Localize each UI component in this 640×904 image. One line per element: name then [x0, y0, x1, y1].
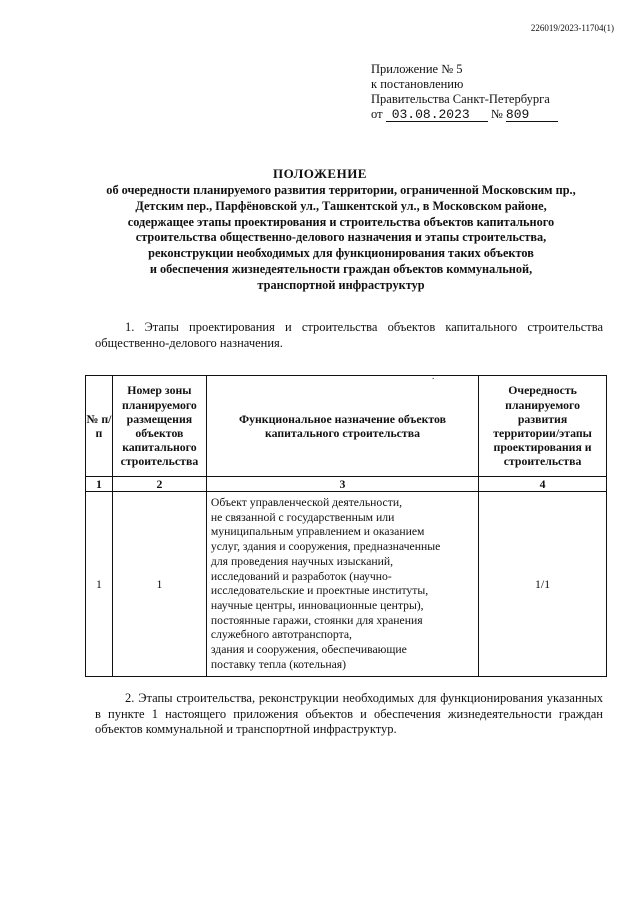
table-header-row [86, 376, 607, 477]
header-cell-zone: Номер зоны планируемого размещения объектов капитального строительства [112, 376, 206, 477]
description-line: Объект управленческой деятельности, [210, 496, 403, 509]
number-prefix: № [490, 107, 503, 121]
appendix-line: Правительства Санкт-Петербурга [371, 92, 550, 106]
description-line: служебного автотранспорта, [210, 628, 352, 642]
column-number: 2 [112, 477, 206, 492]
stages-table [85, 375, 607, 677]
description-line: поставку тепла (котельная) [210, 657, 347, 671]
row-description [206, 492, 478, 677]
header-cell-stage: Очередность планируемого развития территории/этапы проектирования и строительства [479, 376, 607, 477]
description-line: здания и сооружения, обеспечивающие [210, 643, 407, 657]
subtitle-line: транспортной инфраструктур [257, 277, 425, 292]
date-prefix: от [371, 107, 383, 121]
description-line: постоянные гаражи, стоянки для хранения [210, 613, 423, 627]
description-line: исследовательские и проектные институты, [210, 584, 429, 598]
header-cell-number: № п/п [86, 376, 113, 477]
subtitle-line: строительства общественно-делового назначения и этапы строительства, [135, 230, 547, 245]
document-number: 226019/2023-11704(1) [530, 23, 614, 33]
column-number: 4 [479, 477, 607, 492]
description-line: услуг, здания и сооружения, предназначенные [210, 540, 441, 554]
column-number-row [86, 477, 607, 492]
row-zone: 1 [112, 492, 206, 677]
subtitle-line: реконструкции необходимых для функционирования таких объектов [148, 246, 534, 261]
subtitle-line: и обеспечения жизнедеятельности граждан объектов коммунальной, [149, 261, 533, 276]
column-number: 1 [86, 477, 113, 492]
appendix-block [371, 62, 558, 122]
description-line: не связанной с государственным или [210, 510, 395, 524]
header-cell-function: Функциональное назначение объектов капитального строительства [206, 376, 478, 477]
date-line [371, 107, 558, 122]
resolution-number: 809 [506, 108, 558, 122]
document-subtitle [74, 183, 608, 294]
description-line: для проведения научных изысканий, [210, 554, 394, 568]
resolution-date: 03.08.2023 [386, 108, 488, 122]
paragraph-1-text: 1. Этапы проектирования и строительства объектов капитального строительства общественно-делового назначения. [95, 320, 603, 350]
stray-mark: . [432, 371, 435, 381]
subtitle-line: содержащее этапы проектирования и строительства объектов капитального [127, 214, 555, 229]
row-number: 1 [86, 492, 113, 677]
paragraph-2 [95, 691, 603, 738]
description-line: научные центры, инновационные центры), [210, 598, 424, 612]
paragraph-2-text: 2. Этапы строительства, реконструкции необходимых для функционирования указанных в пункте 1 настоящего приложения объектов и обеспечения жизнедеятельности граждан объектов коммунальной и транспортной инфраструктур. [95, 691, 603, 736]
table-row [86, 492, 607, 677]
appendix-line: Приложение № 5 [371, 62, 463, 76]
row-stage: 1/1 [479, 492, 607, 677]
appendix-line: к постановлению [371, 77, 464, 91]
subtitle-line: Детским пер., Парфёновской ул., Ташкентской ул., в Московском районе, [135, 198, 547, 213]
subtitle-line: об очередности планируемого развития территории, ограниченной Московским пр., [106, 183, 576, 197]
description-line: исследований и разработок (научно- [210, 569, 392, 583]
column-number: 3 [206, 477, 478, 492]
description-line: муниципальным управлением и оказанием [210, 525, 425, 539]
paragraph-1 [95, 320, 603, 351]
document-title: ПОЛОЖЕНИЕ [273, 166, 367, 181]
